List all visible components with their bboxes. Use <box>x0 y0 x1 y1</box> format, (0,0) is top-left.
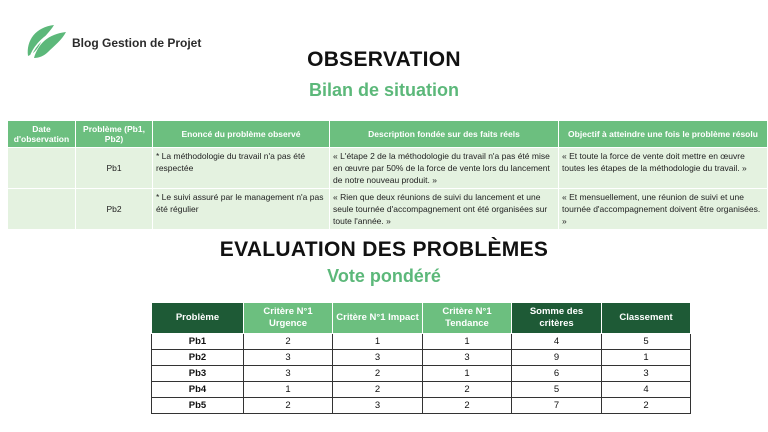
cell-pb: Pb5 <box>152 398 244 414</box>
cell-probleme: Pb2 <box>76 189 153 230</box>
cell-urgence: 3 <box>244 366 333 382</box>
cell-impact: 1 <box>333 334 423 350</box>
observation-table <box>7 120 768 230</box>
table-row <box>8 189 768 230</box>
observation-header-row <box>8 121 768 148</box>
header-classement: Classement <box>602 303 691 334</box>
logo-text: Blog Gestion de Projet <box>72 36 202 50</box>
header-enonce: Enoncé du problème observé <box>153 121 330 148</box>
cell-impact: 2 <box>333 366 423 382</box>
cell-description: « Rien que deux réunions de suivi du lancement et une seule tournée d'accompagnement ont été organisées sur toute l'année. » <box>330 189 559 230</box>
cell-date <box>8 189 76 230</box>
cell-probleme: Pb1 <box>76 148 153 189</box>
header-impact: Critère N°1 Impact <box>333 303 423 334</box>
cell-classement: 3 <box>602 366 691 382</box>
cell-urgence: 1 <box>244 382 333 398</box>
evaluation-subtitle: Vote pondéré <box>327 266 441 286</box>
cell-pb: Pb4 <box>152 382 244 398</box>
cell-impact: 3 <box>333 398 423 414</box>
cell-date <box>8 148 76 189</box>
cell-objectif: « Et toute la force de vente doit mettre en œuvre toutes les étapes de la méthodologie du travail. » <box>559 148 768 189</box>
cell-enonce: * La méthodologie du travail n'a pas été respectée <box>153 148 330 189</box>
evaluation-title: EVALUATION DES PROBLÈMES <box>219 238 549 261</box>
table-row <box>152 366 691 382</box>
cell-somme: 7 <box>512 398 602 414</box>
cell-objectif: « Et mensuellement, une réunion de suivi et une tournée d'accompagnement doivent être organisées. » <box>559 189 768 230</box>
header-probleme: Problème (Pb1, Pb2) <box>76 121 153 148</box>
header-probleme: Problème <box>152 303 244 334</box>
cell-somme: 6 <box>512 366 602 382</box>
cell-impact: 3 <box>333 350 423 366</box>
table-row <box>8 148 768 189</box>
cell-impact: 2 <box>333 382 423 398</box>
cell-description: « L'étape 2 de la méthodologie du travail n'a pas été mise en œuvre par 50% de la force de vente lors du lancement de notre nouveau produit. » <box>330 148 559 189</box>
table-row <box>152 334 691 350</box>
table-row <box>152 382 691 398</box>
cell-pb: Pb2 <box>152 350 244 366</box>
table-row <box>152 350 691 366</box>
cell-classement: 5 <box>602 334 691 350</box>
cell-tendance: 3 <box>423 350 512 366</box>
cell-classement: 4 <box>602 382 691 398</box>
cell-tendance: 2 <box>423 398 512 414</box>
observation-subtitle: Bilan de situation <box>308 80 459 100</box>
evaluation-table <box>151 302 691 414</box>
cell-tendance: 1 <box>423 334 512 350</box>
cell-classement: 1 <box>602 350 691 366</box>
cell-tendance: 2 <box>423 382 512 398</box>
header-urgence: Critère N°1 Urgence <box>244 303 333 334</box>
cell-enonce: * Le suivi assuré par le management n'a pas été régulier <box>153 189 330 230</box>
table-row <box>152 398 691 414</box>
cell-somme: 5 <box>512 382 602 398</box>
header-objectif: Objectif à atteindre une fois le problème résolu <box>559 121 768 148</box>
cell-somme: 9 <box>512 350 602 366</box>
cell-urgence: 3 <box>244 350 333 366</box>
observation-title: OBSERVATION <box>307 48 461 71</box>
header-description: Description fondée sur des faits réels <box>330 121 559 148</box>
cell-pb: Pb3 <box>152 366 244 382</box>
cell-urgence: 2 <box>244 334 333 350</box>
header-tendance: Critère N°1 Tendance <box>423 303 512 334</box>
cell-classement: 2 <box>602 398 691 414</box>
cell-tendance: 1 <box>423 366 512 382</box>
evaluation-header-row <box>152 303 691 334</box>
cell-somme: 4 <box>512 334 602 350</box>
header-somme: Somme des critères <box>512 303 602 334</box>
cell-urgence: 2 <box>244 398 333 414</box>
cell-pb: Pb1 <box>152 334 244 350</box>
header-date: Date d'observation <box>8 121 76 148</box>
